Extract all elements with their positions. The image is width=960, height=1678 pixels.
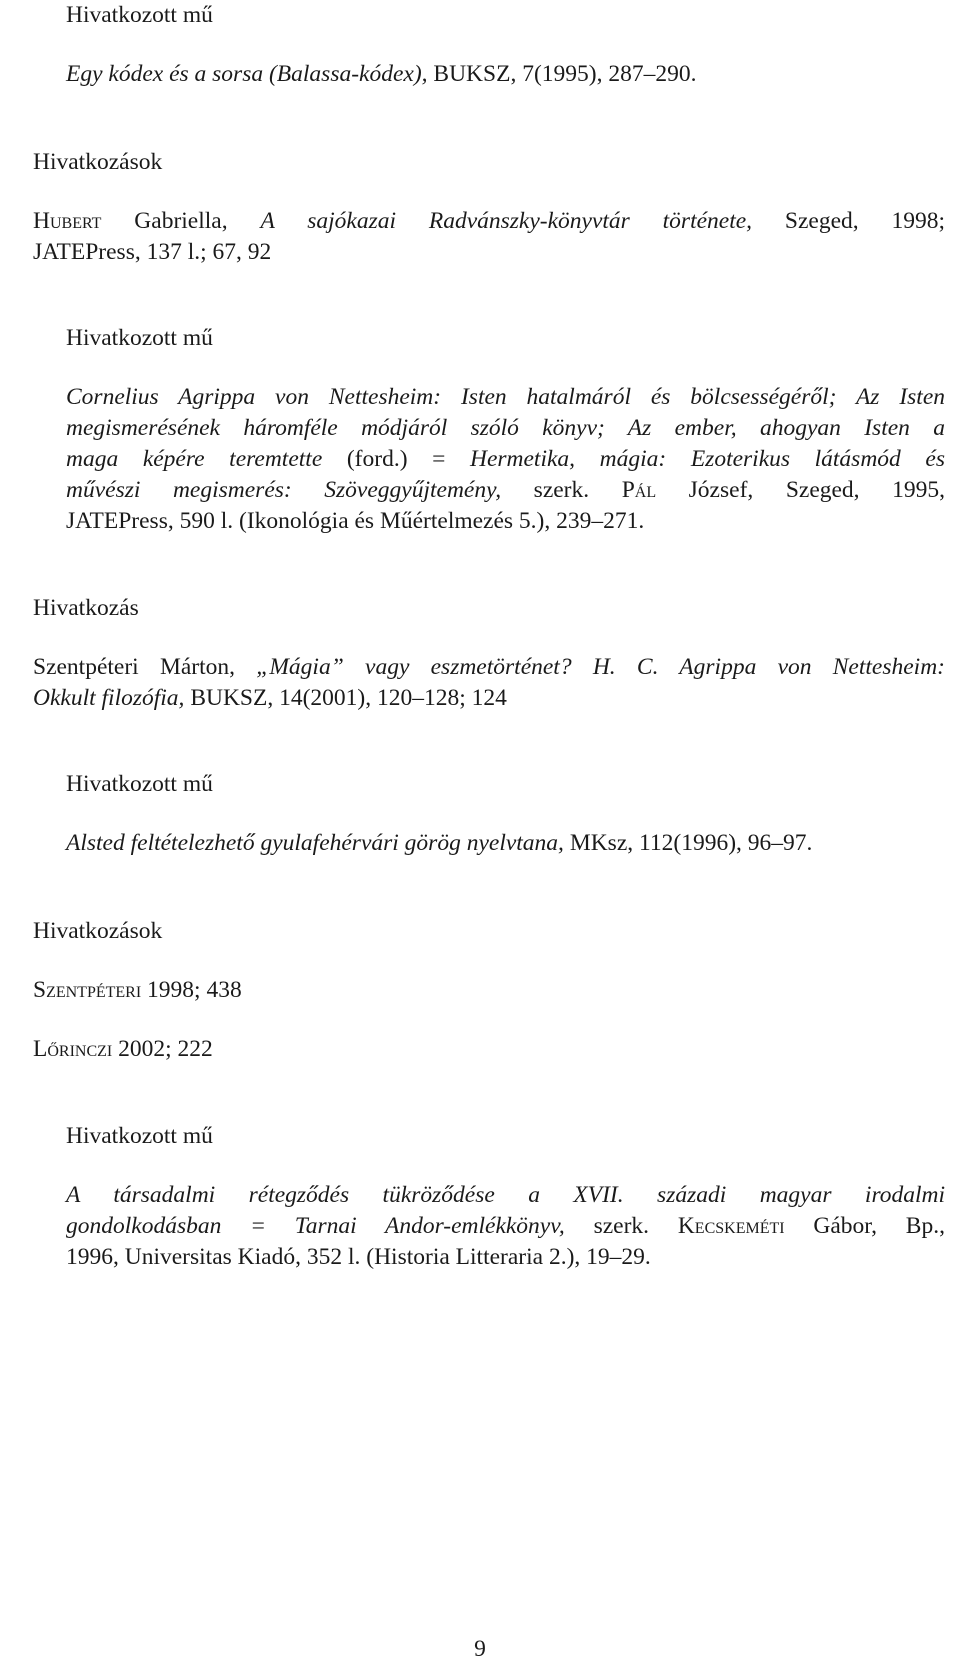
entry-line xyxy=(66,444,945,475)
bibliography-entry xyxy=(66,382,945,537)
entry-line: A társadalmi rétegződés tükröződése a XVII. századi magyar irodalmi xyxy=(66,1182,945,1208)
author-name: Szentpéteri Márton, xyxy=(33,654,257,680)
editor-label: szerk. xyxy=(564,1213,678,1239)
section-heading: Hivatkozott mű xyxy=(66,771,213,797)
editor-label: szerk. xyxy=(501,477,622,503)
bibliography-entry xyxy=(33,975,242,1006)
entry-line: JATEPress, 590 l. (Ikonológia és Műértelmezés 5.), 239–271. xyxy=(66,508,645,534)
editor-rest: Gábor, Bp., xyxy=(784,1213,945,1239)
section-heading: Hivatkozott mű xyxy=(66,325,213,351)
work-title: maga képére teremtette xyxy=(66,446,323,472)
work-title: Okkult filozófia, xyxy=(33,685,185,711)
entry-line xyxy=(66,1211,945,1242)
citation-year-page: 1998; 438 xyxy=(141,977,242,1003)
author-surname: Hubert xyxy=(33,208,102,234)
work-source: BUKSZ, 7(1995), 287–290. xyxy=(427,61,697,87)
work-title: gondolkodásban = Tarnai Andor-emlékkönyv, xyxy=(66,1213,565,1239)
page-number: 9 xyxy=(474,1636,486,1662)
entry-line xyxy=(33,683,945,714)
work-source: MKsz, 112(1996), 96–97. xyxy=(563,830,813,856)
collection-title: Hermetika, mágia: Ezoterikus látásmód és xyxy=(469,446,945,472)
section-heading: Hivatkozások xyxy=(33,149,163,175)
work-source: BUKSZ, 14(2001), 120–128; 124 xyxy=(184,685,507,711)
collection-title: művészi megismerés: Szöveggyűjtemény, xyxy=(66,477,502,503)
entry-line xyxy=(66,475,945,506)
editor-surname: Kecskeméti xyxy=(677,1213,785,1239)
work-title: Alsted feltételezhető gyulafehérvári görög nyelvtana, xyxy=(66,830,564,856)
bibliography-entry xyxy=(33,206,945,268)
editor-surname: Pál xyxy=(621,477,657,503)
bibliography-entry xyxy=(66,59,696,90)
work-title: Egy kódex és a sorsa (Balassa-kódex), xyxy=(66,61,428,87)
editor-rest: József, Szeged, 1995, xyxy=(656,477,945,503)
section-heading: Hivatkozás xyxy=(33,595,139,621)
author-surname: Szentpéteri xyxy=(33,977,142,1003)
translator-note: (ford.) = xyxy=(322,446,470,472)
entry-line xyxy=(33,206,945,237)
bibliography-entry xyxy=(66,1180,945,1273)
entry-line xyxy=(33,652,945,683)
entry-line: 1996, Universitas Kiadó, 352 l. (Historia Litteraria 2.), 19–29. xyxy=(66,1244,651,1270)
work-place-year: Szeged, 1998; xyxy=(752,208,946,234)
work-title: „Mágia” vagy eszmetörténet? H. C. Agrippa von Nettesheim: xyxy=(256,654,945,680)
bibliography-entry xyxy=(33,652,945,714)
author-surname: Lőrinczi xyxy=(33,1036,113,1062)
entry-line: Cornelius Agrippa von Nettesheim: Isten hatalmáról és bölcsességéről; Az Isten xyxy=(66,384,945,410)
section-heading: Hivatkozott mű xyxy=(66,1123,213,1149)
section-heading: Hivatkozott mű xyxy=(66,2,213,28)
bibliography-entry xyxy=(33,1034,213,1065)
author-given: Gabriella, xyxy=(101,208,261,234)
work-title: A sajókazai Radvánszky-könyvtár története, xyxy=(260,208,753,234)
entry-line: JATEPress, 137 l.; 67, 92 xyxy=(33,239,272,265)
section-heading: Hivatkozások xyxy=(33,918,163,944)
entry-line: megismerésének háromféle módjáról szóló könyv; Az ember, ahogyan Isten a xyxy=(66,415,945,441)
citation-year-page: 2002; 222 xyxy=(112,1036,213,1062)
bibliography-entry xyxy=(66,828,812,859)
